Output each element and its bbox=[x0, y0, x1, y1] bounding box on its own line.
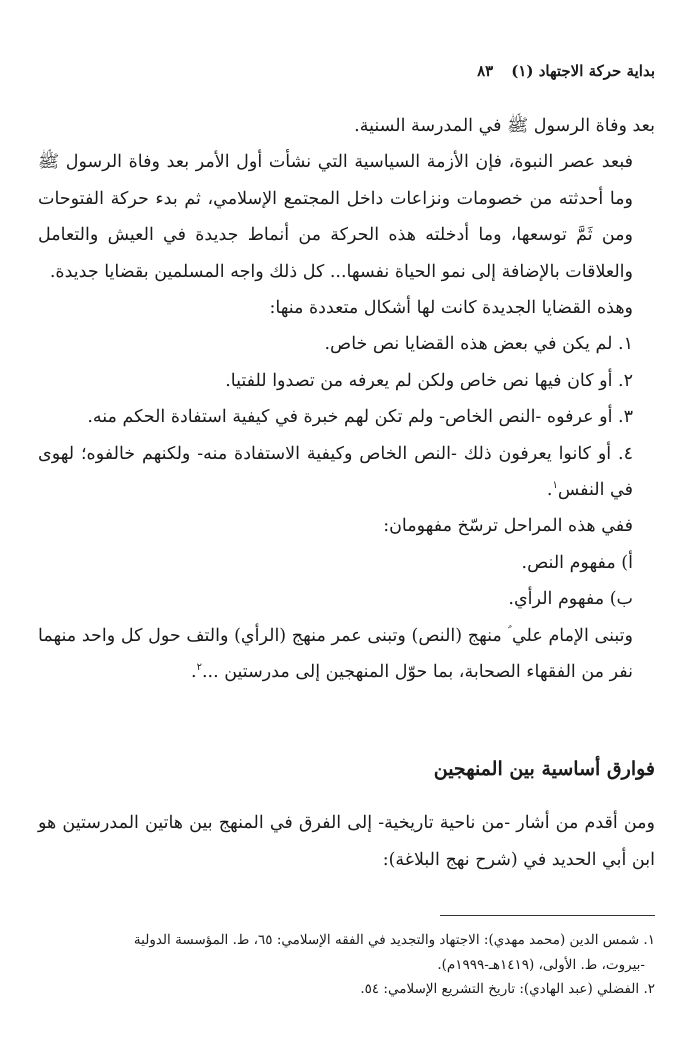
paragraph: وتبنى الإمام علي ؑ منهج (النص) وتبنى عمر منهج (الرأي) والتف حول كل واحد منهما نفر من الفقهاء الصحابة، بما حوّل المنهجين إلى مدرستين ...$^٢$. bbox=[38, 625, 633, 683]
list-item-text: ٤. أو كانوا يعرفون ذلك -النص الخاص وكيفية الاستفادة منه- ولكنهم خالفوه؛ لهوى في النفس bbox=[38, 443, 633, 501]
concept-item: أ) مفهوم النص. bbox=[521, 552, 633, 573]
main-text bbox=[38, 108, 655, 691]
paragraph: ومن أقدم من أشار -من ناحية تاريخية- إلى الفرق في المنهج بين هاتين المدرستين هو ابن أبي الحديد في (شرح نهج البلاغة): bbox=[38, 813, 655, 870]
running-header bbox=[38, 62, 655, 80]
paragraph: بعد وفاة الرسول ﷺ في المدرسة السنية. bbox=[354, 116, 655, 136]
list-item: ١. لم يكن في بعض هذه القضايا نص خاص. bbox=[324, 334, 633, 355]
footnote: ١. شمس الدين (محمد مهدي): الاجتهاد والتجديد في الفقه الإسلامي: ٦٥، ط. المؤسسة الدولية bbox=[133, 932, 655, 948]
footnotes bbox=[38, 928, 655, 1002]
paragraph: وهذه القضايا الجديدة كانت لها أشكال متعددة منها: bbox=[269, 298, 633, 319]
header-title: بداية حركة الاجتهاد (١) bbox=[511, 62, 655, 80]
paragraph-text: وتبنى الإمام علي ؑ منهج (النص) وتبنى عمر منهج (الرأي) والتف حول كل واحد منهما نفر من الفقهاء الصحابة، بما حوّل المنهجين إلى مدرستين ... bbox=[38, 625, 633, 683]
list-item: ٣. أو عرفوه -النص الخاص- ولم تكن لهم خبرة في كيفية استفادة الحكم منه. bbox=[87, 407, 633, 428]
footnote-ref: ١ bbox=[552, 480, 558, 492]
footnote-continuation: -بيروت، ط. الأولى، (١٤١٩هـ-١٩٩٩م). bbox=[437, 956, 645, 973]
footnote-divider bbox=[440, 915, 655, 916]
list-item: ٤. أو كانوا يعرفون ذلك -النص الخاص وكيفية الاستفادة منه- ولكنهم خالفوه؛ لهوى في النفس$^١$. bbox=[38, 443, 633, 501]
concept-item: ب) مفهوم الرأي. bbox=[508, 589, 633, 610]
page-number: ٨٣ bbox=[477, 62, 494, 80]
section-heading: فوارق أساسية بين المنهجين bbox=[433, 758, 655, 780]
paragraph: ففي هذه المراحل ترسّخ مفهومان: bbox=[383, 516, 633, 537]
paragraph: فبعد عصر النبوة، فإن الأزمة السياسية التي نشأت أول الأمر بعد وفاة الرسول ﷺ وما أحدثته من خصومات ونزاعات داخل المجتمع الإسلامي، ثم بدء حركة الفتوحات ومن ثَمَّ توسعها، وما أدخلته هذه الحركة من أنماط جديدة في العيش والتعامل والعلاقات بالإضافة إلى نمو الحياة نفسها... كل ذلك واجه المسلمين بقضايا جديدة. bbox=[38, 152, 633, 282]
section-text bbox=[38, 805, 655, 879]
footnote-ref: ٢ bbox=[196, 662, 202, 674]
list-item: ٢. أو كان فيها نص خاص ولكن لم يعرفه من تصدوا للفتيا. bbox=[225, 370, 633, 391]
footnote: ٢. الفضلي (عبد الهادي): تاريخ التشريع الإسلامي: ٥٤. bbox=[360, 981, 655, 997]
